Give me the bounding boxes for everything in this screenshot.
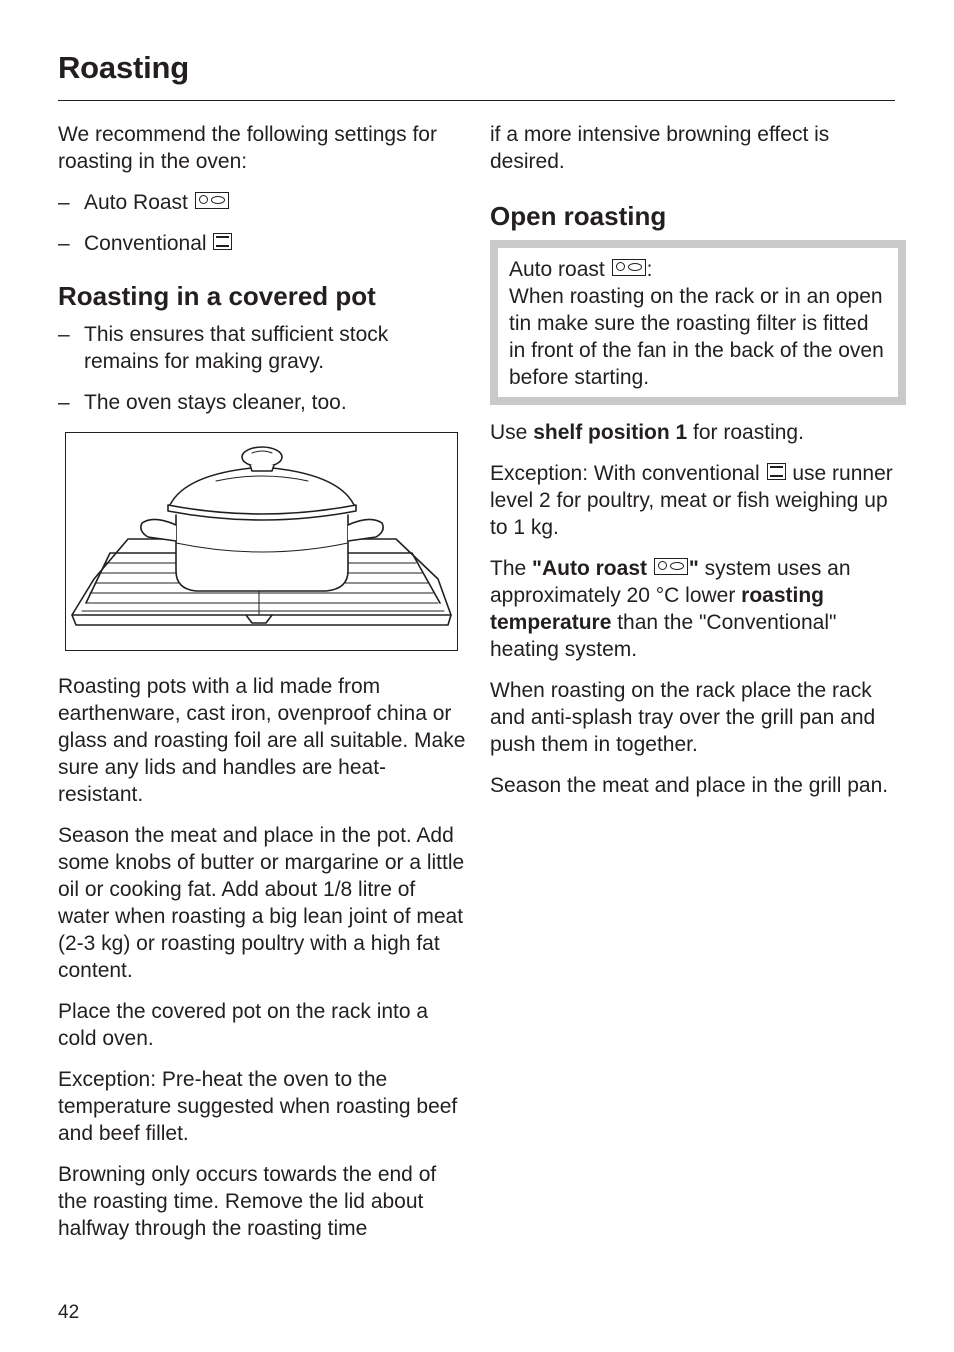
browning-paragraph: Browning only occurs towards the end of the roasting time. Remove the lid about halfway through the roasting time [58, 1163, 437, 1240]
note-label: Auto roast [509, 258, 605, 281]
setting-item-conventional [58, 230, 468, 257]
open-roasting-heading: Open roasting [490, 201, 667, 231]
setting-label: Conventional [84, 232, 207, 255]
title-divider [58, 100, 895, 101]
exception-pre: Exception: With conventional [490, 462, 760, 485]
setting-item-auto-roast [58, 189, 468, 216]
page-number: 42 [58, 1302, 80, 1323]
covered-point [58, 389, 468, 416]
grill-pan-paragraph: Season the meat and place in the grill pan. [490, 774, 889, 797]
auto-roast-info-paragraph [490, 555, 900, 663]
info-bold-roasting-temperature: roasting temperature [490, 584, 825, 634]
place-paragraph: Place the covered pot on the rack into a cold oven. [58, 1000, 429, 1050]
exception-post: use runner level 2 for poultry, meat or fish weighing up to 1 kg. [490, 462, 893, 539]
covered-pot-heading: Roasting in a covered pot [58, 281, 376, 311]
setting-label: Auto Roast [84, 191, 188, 214]
auto-roast-icon [612, 259, 646, 276]
continuation-text: if a more intensive browning effect is desired. [490, 123, 830, 173]
dash-bullet: – [58, 232, 70, 255]
info-bold-auto-roast: "Auto roast [532, 557, 647, 580]
exception-paragraph [490, 460, 900, 541]
info-pre: The [490, 557, 533, 580]
right-column [490, 121, 900, 813]
covered-point-text: The oven stays cleaner, too. [84, 391, 347, 414]
season-paragraph: Season the meat and place in the pot. Add some knobs of butter or margarine or a little oil or cooking fat. Add about 1/8 litre of water when roasting a big lean joint of meat (2-3 kg) or roasting poultry with a high fat content. [58, 824, 465, 982]
preheat-paragraph: Exception: Pre-heat the oven to the temperature suggested when roasting beef and beef fillet. [58, 1068, 458, 1145]
dash-bullet: – [58, 323, 70, 346]
shelf-paragraph [490, 419, 900, 446]
shelf-position-bold: shelf position 1 [533, 421, 688, 444]
roasting-pot-illustration [65, 432, 458, 651]
covered-point-text: This ensures that sufficient stock remains for making gravy. [84, 323, 389, 373]
dash-bullet: – [58, 191, 70, 214]
auto-roast-icon [195, 192, 229, 209]
dash-bullet: – [58, 391, 70, 414]
materials-paragraph: Roasting pots with a lid made from earthenware, cast iron, ovenproof china or glass and roasting foil are all suitable. Make sure any lids and handles are heat-resistant. [58, 675, 466, 806]
shelf-post: for roasting. [687, 421, 804, 444]
note-text: When roasting on the rack or in an open tin make sure the roasting filter is fitted in front of the fan in the back of the oven before starting. [509, 285, 884, 389]
covered-point [58, 321, 468, 375]
intro-text: We recommend the following settings for roasting in the oven: [58, 123, 437, 173]
info-bold-quote: " [688, 557, 699, 580]
info-mid: system uses an approximately 20 °C lower [490, 557, 851, 607]
auto-roast-note-box [490, 240, 906, 405]
info-post: than the "Conventional" heating system. [490, 611, 837, 661]
note-title [509, 256, 888, 283]
shelf-pre: Use [490, 421, 534, 444]
note-colon: : [646, 258, 653, 281]
conventional-icon [767, 463, 786, 480]
auto-roast-icon [654, 558, 688, 575]
conventional-icon [213, 233, 232, 250]
rack-paragraph: When roasting on the rack place the rack and anti-splash tray over the grill pan and push them in together. [490, 679, 876, 756]
left-column [58, 121, 468, 1256]
page-title: Roasting [58, 50, 190, 85]
